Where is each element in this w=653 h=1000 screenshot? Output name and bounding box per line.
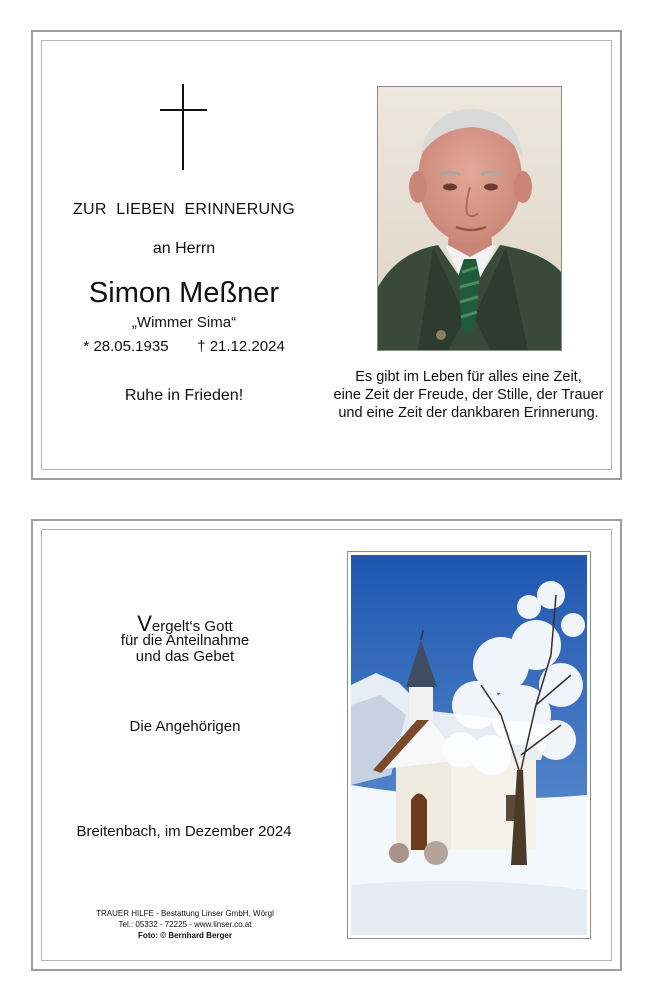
thanks-initial: V xyxy=(137,611,152,636)
quote-line-3: und eine Zeit der dankbaren Erinnerung. xyxy=(338,405,599,421)
nickname: „Wimmer Sima“ xyxy=(131,314,237,331)
birth-date: * 28.05.1935 xyxy=(83,338,169,355)
chapel-photo-frame xyxy=(347,551,591,939)
credit-line-2: Tel.: 05332 - 72225 - www.linser.co.at xyxy=(118,920,252,929)
portrait-photo xyxy=(377,86,562,351)
credit-line-3: Foto: © Bernhard Berger xyxy=(138,931,232,940)
quote-line-2: eine Zeit der Freude, der Stille, der Trauer xyxy=(333,387,604,403)
thanks-line-2: für die Anteilnahme xyxy=(120,632,250,649)
thanks-rest: ergelt‘s Gott xyxy=(151,618,233,635)
salutation: an Herrn xyxy=(152,240,216,257)
place-date: Breitenbach, im Dezember 2024 xyxy=(76,823,292,840)
winter-chapel-photo xyxy=(351,555,587,935)
death-date: † 21.12.2024 xyxy=(197,338,285,355)
farewell-text: Ruhe in Frieden! xyxy=(124,387,244,404)
deceased-name: Simon Meßner xyxy=(88,277,280,309)
family-signature: Die Angehörigen xyxy=(129,718,241,735)
credit-line-1: TRAUER HILFE - Bestattung Linser GmbH, Wörgl xyxy=(96,909,274,918)
cross-icon xyxy=(160,84,207,170)
memorial-heading: ZUR LIEBEN ERINNERUNG xyxy=(72,201,296,218)
quote-line-1: Es gibt im Leben für alles eine Zeit, xyxy=(355,369,582,385)
thanks-line-3: und das Gebet xyxy=(135,648,235,665)
